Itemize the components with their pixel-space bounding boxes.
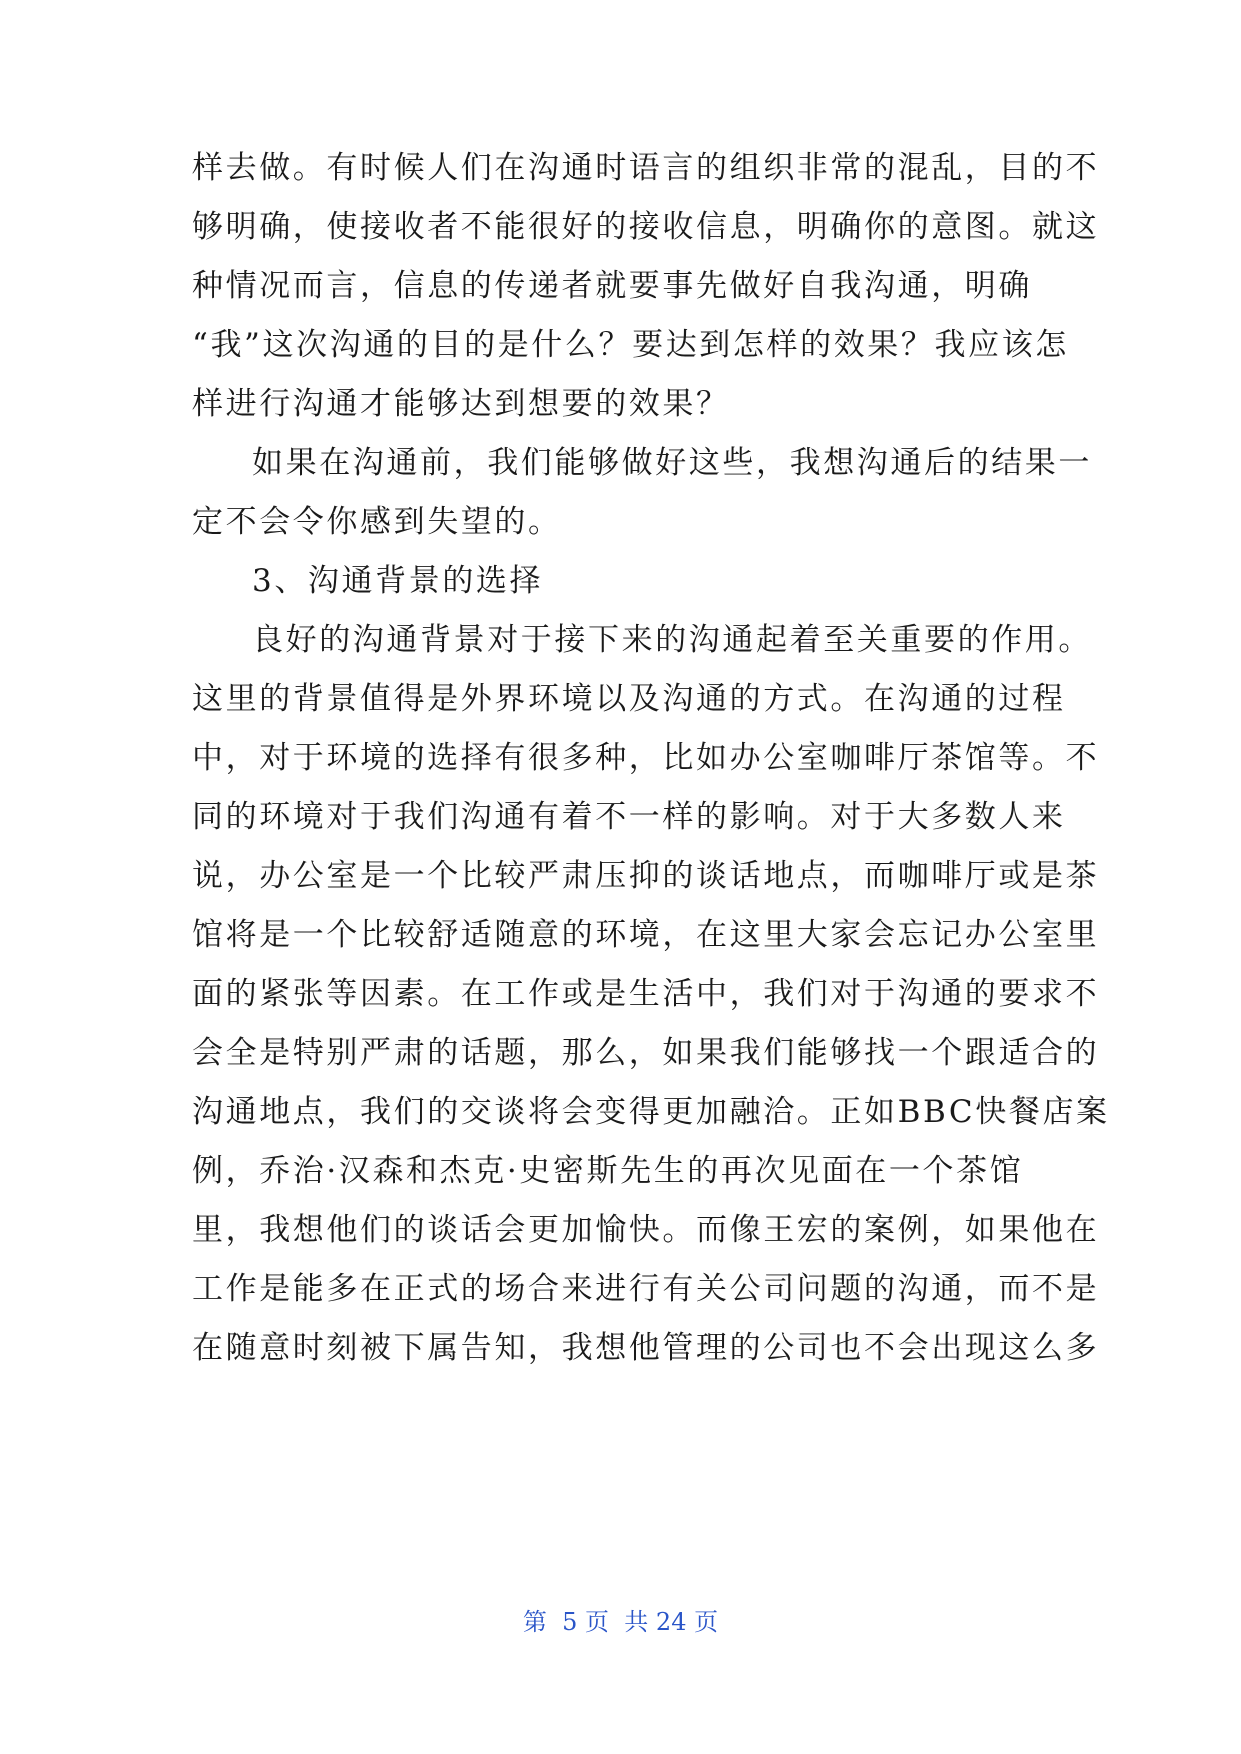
- text-line: 会全是特别严肃的话题，那么，如果我们能够找一个跟适合的: [192, 1035, 1100, 1071]
- page-number-footer: 第 5 页 共 24 页: [522, 1608, 719, 1636]
- text-line: 沟通地点，我们的交谈将会变得更加融洽。正如BBC快餐店案: [192, 1094, 1110, 1130]
- text-line: 工作是能多在正式的场合来进行有关公司问题的沟通，而不是: [192, 1271, 1100, 1307]
- text-line: 定不会令你感到失望的。: [192, 504, 562, 540]
- text-line: 中，对于环境的选择有很多种，比如办公室咖啡厅茶馆等。不: [192, 740, 1100, 776]
- text-line: 在随意时刻被下属告知，我想他管理的公司也不会出现这么多: [192, 1330, 1100, 1366]
- text-line: 例，乔治·汉森和杰克·史密斯先生的再次见面在一个茶馆: [192, 1153, 1024, 1189]
- text-line: 里，我想他们的谈话会更加愉快。而像王宏的案例，如果他在: [192, 1212, 1100, 1248]
- text-line: 馆将是一个比较舒适随意的环境，在这里大家会忘记办公室里: [192, 917, 1100, 953]
- text-line: 够明确，使接收者不能很好的接收信息，明确你的意图。就这: [192, 209, 1100, 245]
- text-line: 同的环境对于我们沟通有着不一样的影响。对于大多数人来: [192, 799, 1066, 835]
- text-line: 说，办公室是一个比较严肃压抑的谈话地点，而咖啡厅或是茶: [192, 858, 1100, 894]
- text-line: 面的紧张等因素。在工作或是生活中，我们对于沟通的要求不: [192, 976, 1100, 1012]
- text-line: 样进行沟通才能够达到想要的效果？: [192, 386, 730, 422]
- section-heading: 3、沟通背景的选择: [252, 563, 544, 599]
- text-line: 种情况而言，信息的传递者就要事先做好自我沟通，明确: [192, 268, 1032, 304]
- text-line: “我”这次沟通的目的是什么？要达到怎样的效果？我应该怎: [192, 327, 1069, 363]
- text-line: 这里的背景值得是外界环境以及沟通的方式。在沟通的过程: [192, 681, 1066, 717]
- text-line: 样去做。有时候人们在沟通时语言的组织非常的混乱，目的不: [192, 150, 1100, 186]
- paragraph-start-line: 良好的沟通背景对于接下来的沟通起着至关重要的作用。: [252, 622, 1092, 658]
- paragraph-start-line: 如果在沟通前，我们能够做好这些，我想沟通后的结果一: [252, 445, 1092, 481]
